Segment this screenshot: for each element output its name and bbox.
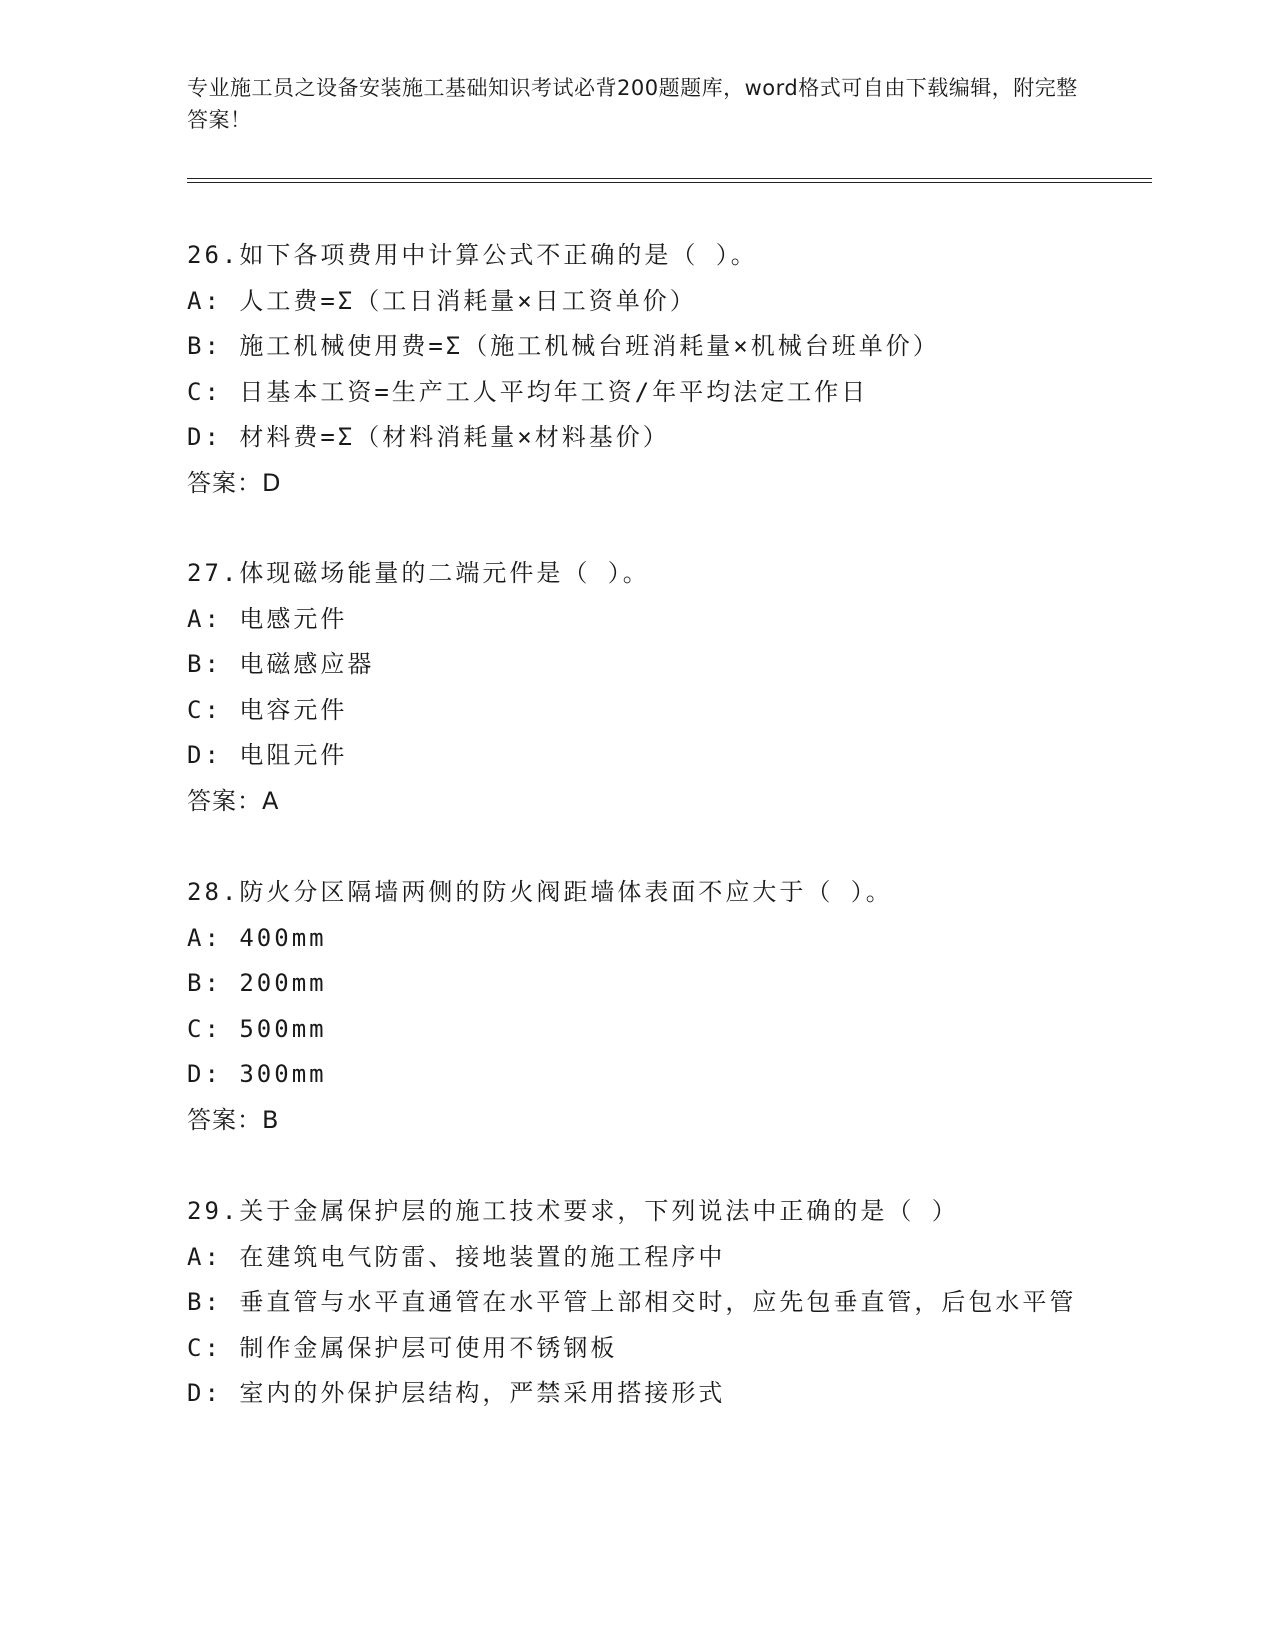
option-c: C: 电容元件 [187, 695, 348, 724]
option-b: B: 施工机械使用费=Σ（施工机械台班消耗量×机械台班单价） [187, 332, 940, 360]
option-a: A: 电感元件 [187, 604, 348, 633]
answer-text: 答案：D [187, 468, 282, 497]
header-divider-bottom [187, 182, 1152, 183]
question-stem: 26.如下各项费用中计算公式不正确的是（ ）。 [187, 241, 758, 269]
answer-text: 答案：A [187, 786, 280, 815]
question-stem: 29.关于金属保护层的施工技术要求，下列说法中正确的是（ ） [187, 1197, 959, 1225]
question-stem: 28.防火分区隔墙两侧的防火阀距墙体表面不应大于（ ）。 [187, 878, 893, 906]
option-b: B: 垂直管与水平直通管在水平管上部相交时，应先包垂直管，后包水平管 [187, 1288, 1077, 1316]
header-divider-top [187, 178, 1152, 179]
option-d: D: 300mm [187, 1060, 327, 1088]
option-a: A: 在建筑电气防雷、接地装置的施工程序中 [187, 1242, 726, 1271]
option-a: A: 400mm [187, 923, 327, 952]
option-c: C: 日基本工资=生产工人平均年工资/年平均法定工作日 [187, 377, 869, 406]
question-27 [187, 551, 1107, 824]
question-28 [187, 870, 1107, 1143]
option-a: A: 人工费=Σ（工日消耗量×日工资单价） [187, 286, 697, 315]
question-stem: 27.体现磁场能量的二端元件是（ ）。 [187, 559, 650, 587]
option-c: C: 500mm [187, 1014, 327, 1043]
document-title: 专业施工员之设备安装施工基础知识考试必背200题题库，word格式可自由下载编辑，附完整答案！ [187, 76, 1078, 132]
option-c: C: 制作金属保护层可使用不锈钢板 [187, 1333, 618, 1362]
option-d: D: 室内的外保护层结构，严禁采用搭接形式 [187, 1379, 726, 1407]
question-29 [187, 1189, 1107, 1417]
option-b: B: 电磁感应器 [187, 650, 375, 678]
question-26 [187, 233, 1107, 506]
answer-text: 答案：B [187, 1105, 280, 1134]
option-d: D: 电阻元件 [187, 741, 348, 769]
option-d: D: 材料费=Σ（材料消耗量×材料基价） [187, 423, 670, 451]
option-b: B: 200mm [187, 969, 327, 997]
